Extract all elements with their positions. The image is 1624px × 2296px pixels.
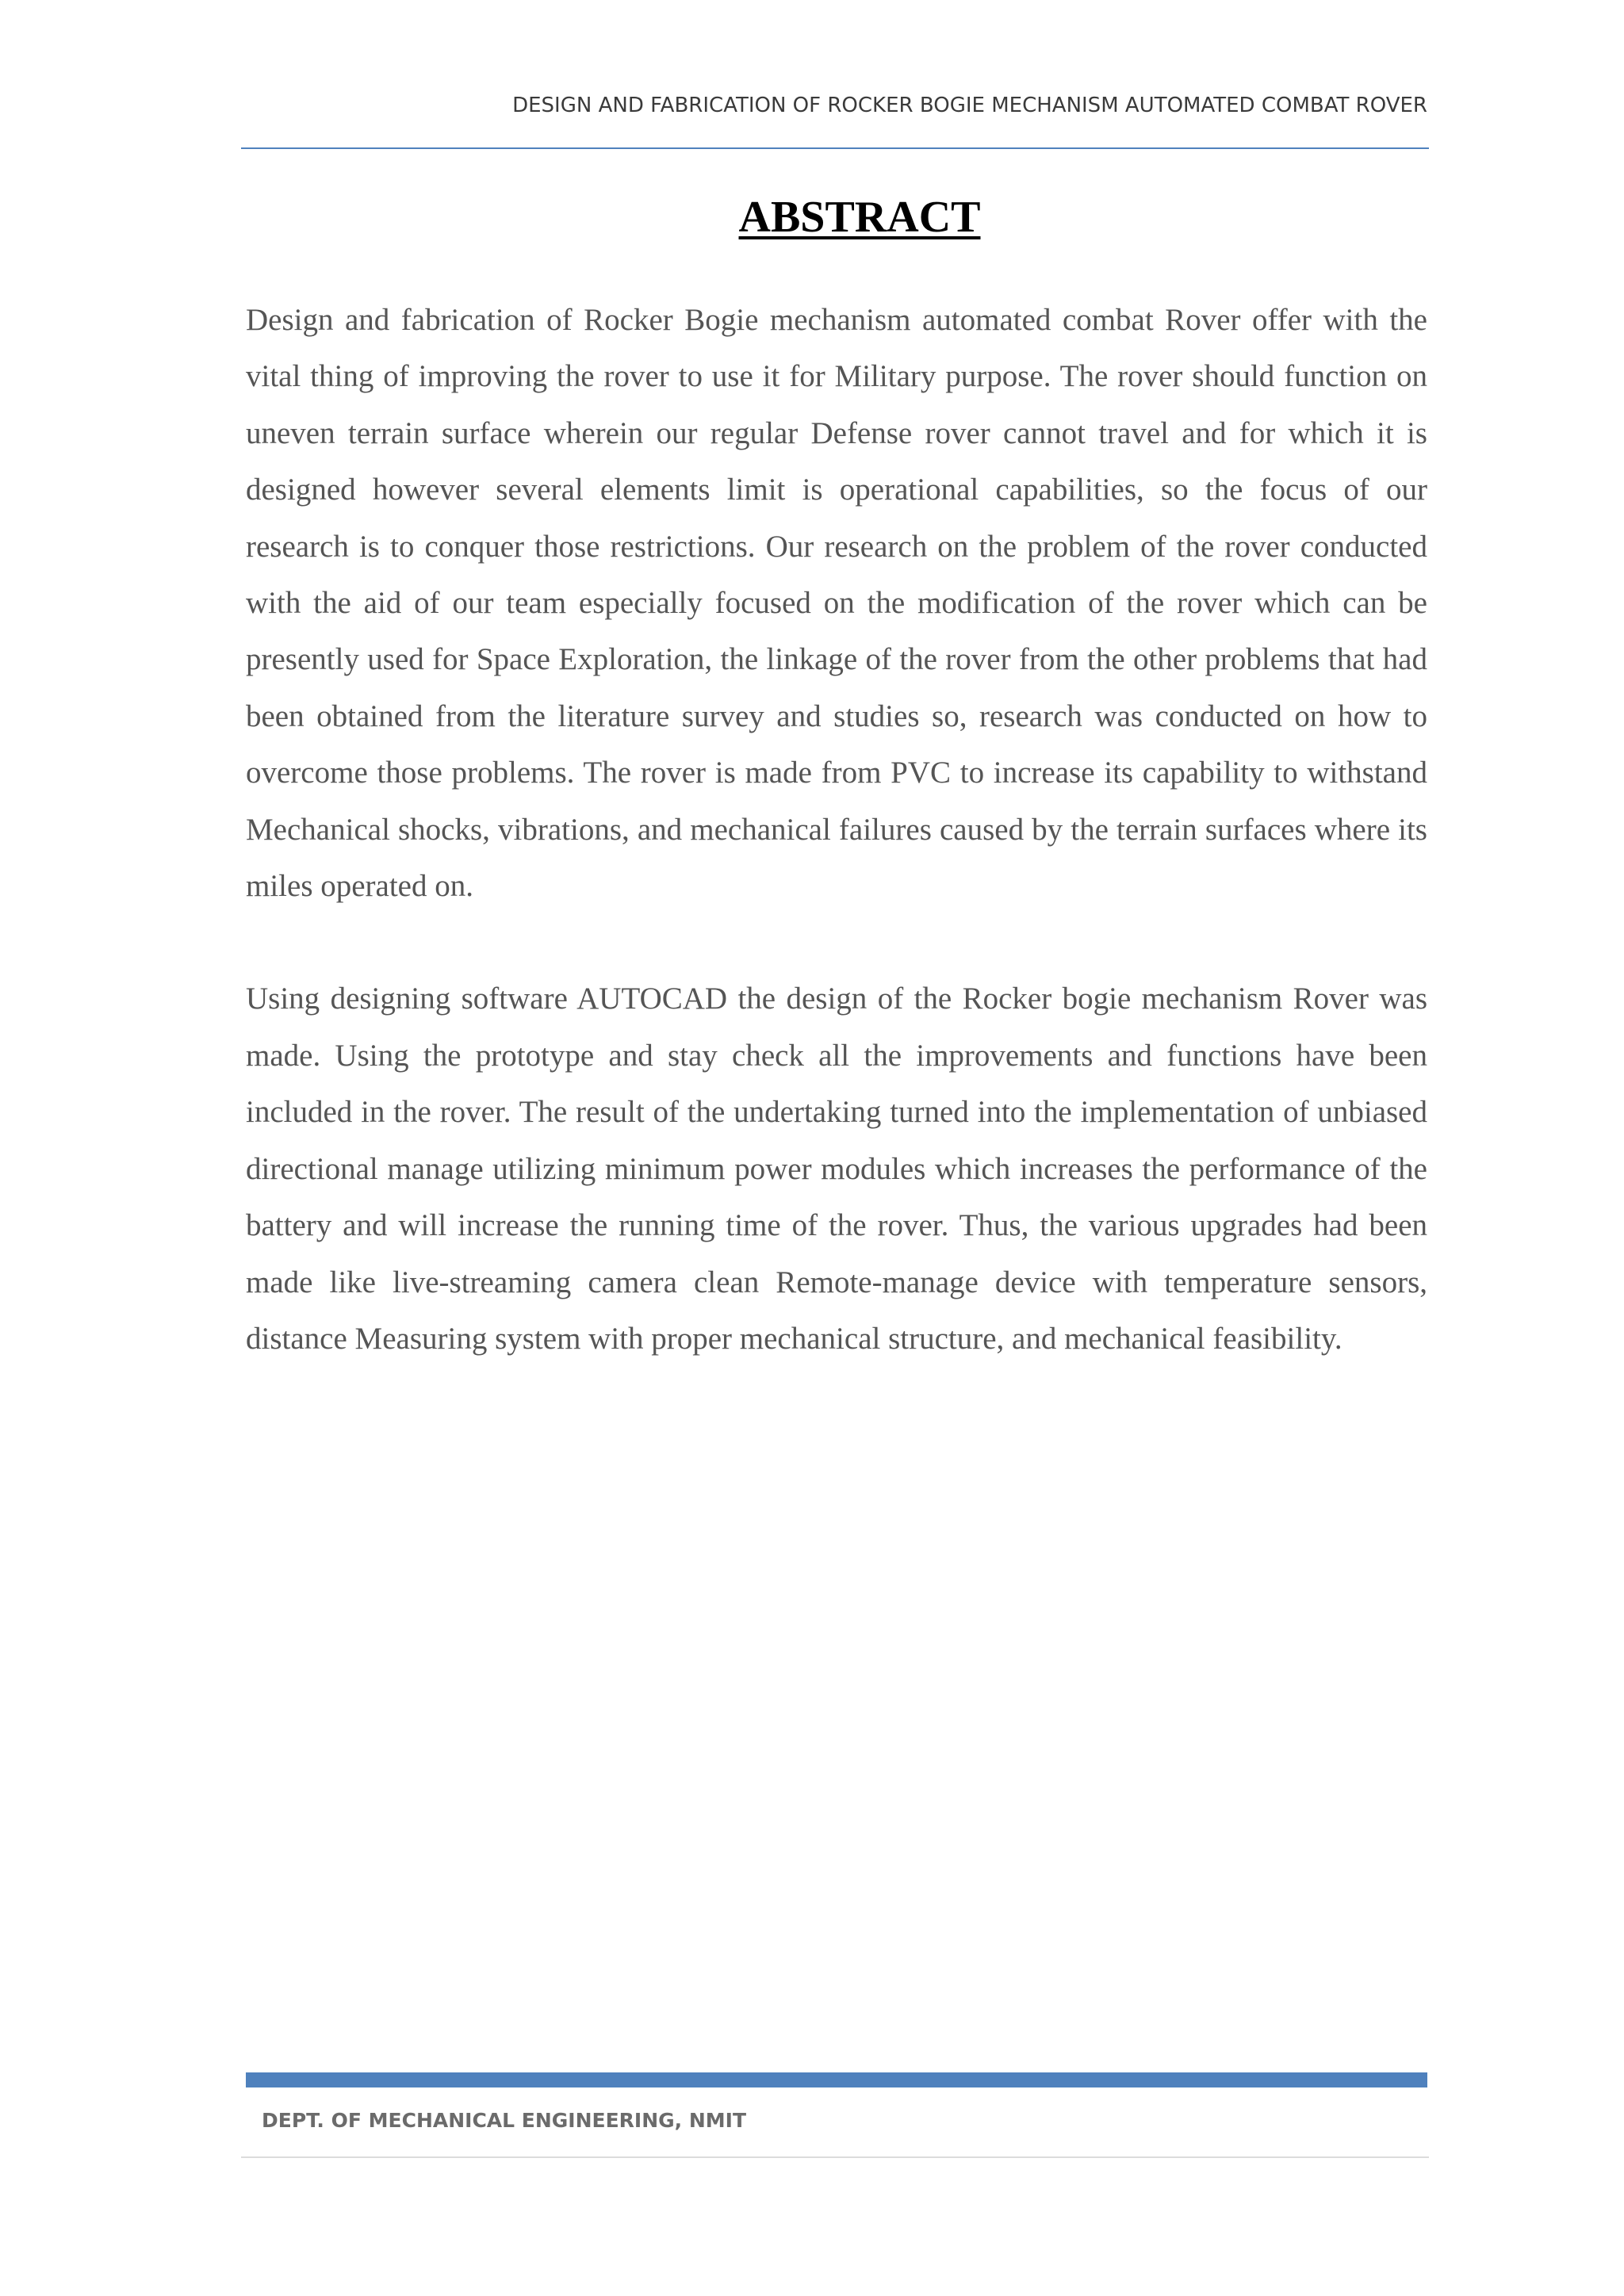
footer-divider	[241, 2156, 1429, 2158]
abstract-body	[246, 292, 1427, 1423]
footer-accent-bar	[246, 2072, 1427, 2087]
abstract-paragraph-2: Using designing software AUTOCAD the design of the Rocker bogie mechanism Rover was made. Using the prototype and stay check all the improvements and functions have been included in the rover. The result of the undertaking turned into the implementation of unbiased directional manage utilizing minimum power modules which increases the performance of the battery and will increase the running time of the rover. Thus, the various upgrades had been made like live-streaming camera clean Remote-manage device with temperature sensors, distance Measuring system with proper mechanical structure, and mechanical feasibility.	[246, 982, 1427, 1356]
page-title: ABSTRACT	[738, 193, 981, 242]
abstract-paragraph-1: Design and fabrication of Rocker Bogie mechanism automated combat Rover offer with the vital thing of improving the rover to use it for Military purpose. The rover should function on uneven terrain surface wherein our regular Defense rover cannot travel and for which it is designed however several elements limit is operational capabilities, so the focus of our research is to conquer those restrictions. Our research on the problem of the rover conducted with the aid of our team especially focused on the modification of the rover which can be presently used for Space Exploration, the linkage of the rover from the other problems that had been obtained from the literature survey and studies so, research was conducted on how to overcome those problems. The rover is made from PVC to increase its capability to withstand Mechanical shocks, vibrations, and mechanical failures caused by the terrain surfaces where its miles operated on.	[246, 303, 1427, 904]
footer-department: DEPT. OF MECHANICAL ENGINEERING, NMIT	[262, 2109, 747, 2132]
header-divider	[241, 147, 1429, 149]
running-header: DESIGN AND FABRICATION OF ROCKER BOGIE MECHANISM AUTOMATED COMBAT ROVER	[512, 94, 1427, 117]
